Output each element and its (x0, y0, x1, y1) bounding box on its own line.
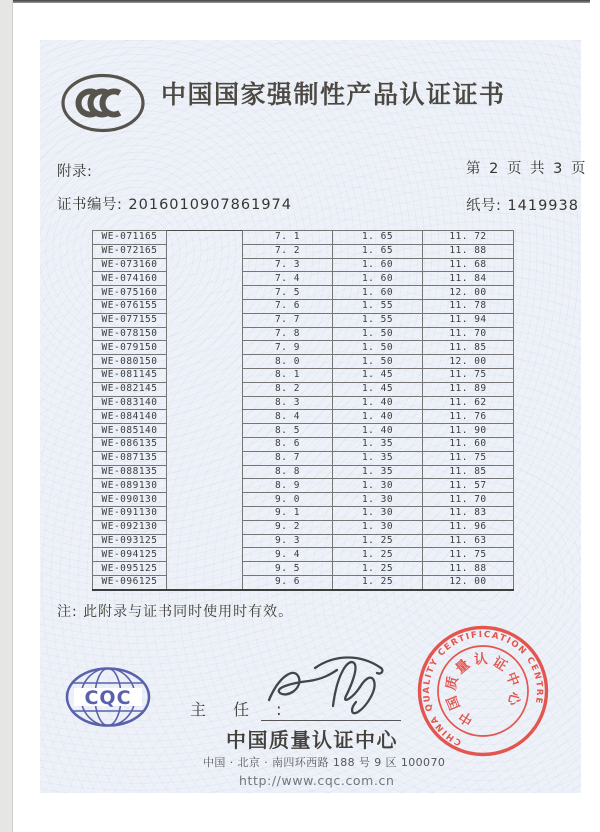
value-cell: 7. 8 (243, 327, 333, 341)
value-cell: 9. 2 (243, 520, 333, 534)
value-cell: 7. 9 (243, 341, 333, 355)
value-cell: 8. 0 (243, 355, 333, 369)
value-cell: 11. 88 (423, 562, 514, 576)
model-cell: WE-078150 (93, 327, 167, 341)
value-cell: 11. 72 (423, 231, 514, 245)
table-row (93, 424, 514, 438)
value-cell: 1. 40 (333, 424, 423, 438)
model-cell: WE-086135 (93, 437, 167, 451)
value-cell: 8. 3 (243, 396, 333, 410)
organization-name: 中国质量认证中心 (226, 728, 398, 752)
value-cell: 11. 89 (423, 382, 514, 396)
model-cell: WE-088135 (93, 465, 167, 479)
model-cell: WE-094125 (93, 548, 167, 562)
value-cell: 8. 8 (243, 465, 333, 479)
appendix-label: 附录: (57, 164, 93, 180)
value-cell: 11. 75 (423, 451, 514, 465)
value-cell: 11. 62 (423, 396, 514, 410)
value-cell: 1. 25 (333, 562, 423, 576)
ccc-mark-icon (56, 70, 150, 136)
table-row (93, 355, 514, 369)
table-row (93, 479, 514, 493)
value-cell: 1. 30 (333, 493, 423, 507)
table-row (93, 286, 514, 300)
value-cell: 9. 1 (243, 506, 333, 520)
table-row (93, 451, 514, 465)
model-cell: WE-073160 (93, 258, 167, 272)
value-cell: 1. 30 (333, 520, 423, 534)
note-text: 注: 此附录与证书同时使用时有效。 (57, 604, 294, 620)
model-cell: WE-089130 (93, 479, 167, 493)
table-row (93, 327, 514, 341)
value-cell: 11. 83 (423, 506, 514, 520)
table-row (93, 548, 514, 562)
value-cell: 12. 00 (423, 575, 514, 589)
scan-edge-left (0, 0, 13, 832)
value-cell: 8. 4 (243, 410, 333, 424)
value-cell: 11. 76 (423, 410, 514, 424)
certificate-number-value: 2016010907861974 (128, 197, 292, 213)
certificate-number (57, 193, 292, 214)
value-cell: 8. 5 (243, 424, 333, 438)
value-cell: 11. 63 (423, 534, 514, 548)
value-cell: 8. 1 (243, 368, 333, 382)
paper-number-label: 纸号: (466, 198, 502, 214)
model-cell: WE-093125 (93, 534, 167, 548)
signature-underline (261, 720, 401, 721)
value-cell: 11. 70 (423, 493, 514, 507)
model-cell: WE-079150 (93, 341, 167, 355)
table-row (93, 575, 514, 589)
model-cell: WE-075160 (93, 286, 167, 300)
certificate-title: 中国国家强制性产品认证证书 (161, 80, 506, 109)
value-cell: 1. 45 (333, 382, 423, 396)
value-cell: 1. 55 (333, 313, 423, 327)
value-cell: 11. 85 (423, 341, 514, 355)
value-cell: 1. 40 (333, 396, 423, 410)
model-cell: WE-072165 (93, 244, 167, 258)
value-cell: 9. 4 (243, 548, 333, 562)
value-cell: 1. 50 (333, 341, 423, 355)
model-cell: WE-092130 (93, 520, 167, 534)
certification-stamp (410, 618, 556, 764)
table-row (93, 244, 514, 258)
table-row (93, 520, 514, 534)
value-cell: 8. 7 (243, 451, 333, 465)
model-cell: WE-084140 (93, 410, 167, 424)
value-cell: 1. 30 (333, 506, 423, 520)
table-row (93, 465, 514, 479)
value-cell: 11. 60 (423, 437, 514, 451)
value-cell: 1. 50 (333, 327, 423, 341)
svg-text:质: 质 (443, 674, 462, 692)
model-cell: WE-071165 (93, 231, 167, 245)
svg-text:中: 中 (502, 669, 523, 689)
value-cell: 9. 0 (243, 493, 333, 507)
value-cell: 1. 65 (333, 244, 423, 258)
svg-text:量: 量 (452, 656, 474, 678)
value-cell: 9. 5 (243, 562, 333, 576)
value-cell: 11. 68 (423, 258, 514, 272)
value-cell: 7. 6 (243, 299, 333, 313)
organization-address: 中国 · 北京 · 南四环西路 188 号 9 区 100070 (203, 756, 446, 769)
value-cell: 11. 75 (423, 368, 514, 382)
value-cell: 7. 5 (243, 286, 333, 300)
value-cell: 8. 9 (243, 479, 333, 493)
paper-number-value: 1419938 (507, 198, 579, 214)
svg-text:中: 中 (456, 707, 477, 729)
page-number-info: 第 2 页 共 3 页 (466, 161, 588, 177)
certificate-number-label: 证书编号: (57, 197, 123, 213)
value-cell: 1. 35 (333, 465, 423, 479)
table-row (93, 506, 514, 520)
value-cell: 1. 35 (333, 451, 423, 465)
value-cell: 1. 60 (333, 258, 423, 272)
director-label: 主 任 : (190, 700, 293, 719)
value-cell: 1. 30 (333, 479, 423, 493)
table-row (93, 534, 514, 548)
director-signature (263, 646, 397, 724)
cqc-logo-text: CQC (84, 687, 132, 709)
value-cell: 1. 40 (333, 410, 423, 424)
model-cell: WE-077155 (93, 313, 167, 327)
value-cell: 1. 50 (333, 355, 423, 369)
value-cell: 1. 25 (333, 534, 423, 548)
table-row (93, 258, 514, 272)
svg-text:CHINA QUALITY CERTIFICATION CE (410, 618, 556, 754)
table-row (93, 410, 514, 424)
value-cell: 11. 78 (423, 299, 514, 313)
model-cell: WE-085140 (93, 424, 167, 438)
table-row (93, 368, 514, 382)
model-cell: WE-091130 (93, 506, 167, 520)
value-cell: 12. 00 (423, 286, 514, 300)
website-url: http://www.cqc.com.cn (239, 773, 395, 788)
value-cell: 1. 65 (333, 231, 423, 245)
svg-text:证: 证 (489, 653, 510, 675)
model-cell: WE-090130 (93, 493, 167, 507)
model-cell: WE-082145 (93, 382, 167, 396)
value-cell: 11. 96 (423, 520, 514, 534)
value-cell: 7. 4 (243, 272, 333, 286)
value-cell: 1. 25 (333, 548, 423, 562)
table-row (93, 396, 514, 410)
table-row (93, 299, 514, 313)
svg-text:心: 心 (504, 690, 523, 708)
value-cell: 11. 57 (423, 479, 514, 493)
value-cell: 9. 6 (243, 575, 333, 589)
value-cell: 11. 94 (423, 313, 514, 327)
model-cell: WE-076155 (93, 299, 167, 313)
paper-number (466, 194, 579, 215)
value-cell: 11. 75 (423, 548, 514, 562)
spec-table (92, 230, 514, 591)
scan-edge-top (10, 0, 590, 3)
value-cell: 11. 70 (423, 327, 514, 341)
value-cell: 8. 6 (243, 437, 333, 451)
stamp-en-text: CHINA QUALITY CERTIFICATION CENTRE (421, 629, 545, 748)
table-row (93, 341, 514, 355)
model-cell: WE-087135 (93, 451, 167, 465)
value-cell: 7. 1 (243, 231, 333, 245)
model-cell: WE-095125 (93, 562, 167, 576)
table-row (93, 313, 514, 327)
cqc-logo-icon (62, 664, 154, 730)
value-cell: 8. 2 (243, 382, 333, 396)
model-cell: WE-081145 (93, 368, 167, 382)
merged-empty-cell (167, 231, 243, 590)
table-row (93, 493, 514, 507)
value-cell: 11. 90 (423, 424, 514, 438)
table-row (93, 562, 514, 576)
model-cell: WE-074160 (93, 272, 167, 286)
value-cell: 1. 55 (333, 299, 423, 313)
value-cell: 7. 3 (243, 258, 333, 272)
model-cell: WE-096125 (93, 575, 167, 589)
model-cell: WE-083140 (93, 396, 167, 410)
value-cell: 12. 00 (423, 355, 514, 369)
table-row (93, 382, 514, 396)
value-cell: 11. 85 (423, 465, 514, 479)
value-cell: 1. 25 (333, 575, 423, 589)
value-cell: 1. 60 (333, 272, 423, 286)
value-cell: 7. 7 (243, 313, 333, 327)
table-row (93, 437, 514, 451)
value-cell: 9. 3 (243, 534, 333, 548)
value-cell: 1. 45 (333, 368, 423, 382)
model-cell: WE-080150 (93, 355, 167, 369)
table-row (93, 272, 514, 286)
value-cell: 11. 88 (423, 244, 514, 258)
table-row (93, 231, 514, 245)
spec-table-body (93, 231, 514, 590)
value-cell: 1. 35 (333, 437, 423, 451)
value-cell: 11. 84 (423, 272, 514, 286)
value-cell: 7. 2 (243, 244, 333, 258)
value-cell: 1. 60 (333, 286, 423, 300)
svg-text:国: 国 (443, 693, 464, 713)
svg-text:认: 认 (473, 651, 489, 669)
